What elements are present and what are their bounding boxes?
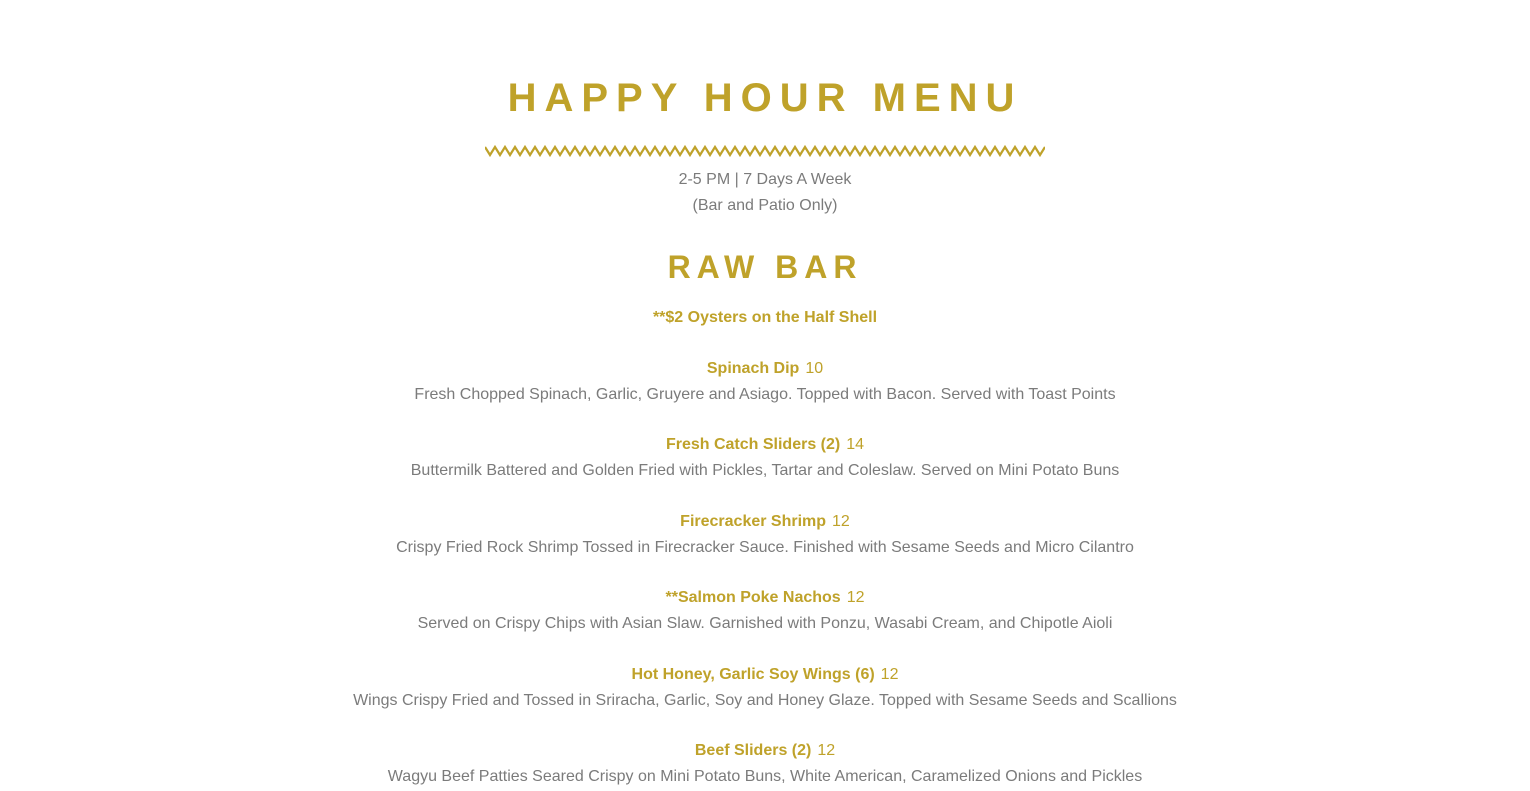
menu-item [0,509,1530,561]
menu-item [0,662,1530,714]
section-title-raw-bar: RAW BAR [667,249,863,285]
oyster-note: **$2 Oysters on the Half Shell [652,309,878,326]
hours-info [0,167,1530,219]
page-title: HAPPY HOUR MENU [507,76,1023,120]
menu-item-price: 12 [846,589,865,606]
menu-item-price: 10 [805,360,824,377]
menu-item-name: Firecracker Shrimp [680,513,827,530]
menu-item-name: **Salmon Poke Nachos [665,589,841,606]
menu-item-price: 14 [846,436,865,453]
menu-item [0,585,1530,637]
menu-item-description: Fresh Chopped Spinach, Garlic, Gruyere and Asiago. Topped with Bacon. Served with Toast Points [414,386,1116,403]
menu-item [0,356,1530,408]
menu-item-description: Crispy Fried Rock Shrimp Tossed in Firecracker Sauce. Finished with Sesame Seeds and Micro Cilantro [396,539,1134,556]
menu-item-description: Buttermilk Battered and Golden Fried with Pickles, Tartar and Coleslaw. Served on Mini Potato Buns [410,462,1120,479]
menu-item-name: Hot Honey, Garlic Soy Wings (6) [631,666,875,683]
menu-item-price: 12 [880,666,899,683]
menu-item-price: 12 [832,513,850,530]
hours-line: 2-5 PM | 7 Days A Week [678,171,852,188]
menu-item-description: Wings Crispy Fried and Tossed in Sriracha, Garlic, Soy and Honey Glaze. Topped with Sesame Seeds and Scallions [353,692,1177,709]
menu-item-name: Beef Sliders (2) [694,742,812,759]
menu-item-description: Wagyu Beef Patties Seared Crispy on Mini Potato Buns, White American, Caramelized Onions and Pickles [387,768,1143,785]
menu-item-name: Fresh Catch Sliders (2) [665,436,841,453]
zigzag-divider [485,144,1045,158]
menu-item-description: Served on Crispy Chips with Asian Slaw. Garnished with Ponzu, Wasabi Cream, and Chipotle Aioli [417,615,1113,632]
menu-item [0,432,1530,484]
menu-item-price: 12 [817,742,836,759]
menu-item-name: Spinach Dip [706,360,800,377]
location-line: (Bar and Patio Only) [692,197,838,214]
menu-item [0,738,1530,790]
